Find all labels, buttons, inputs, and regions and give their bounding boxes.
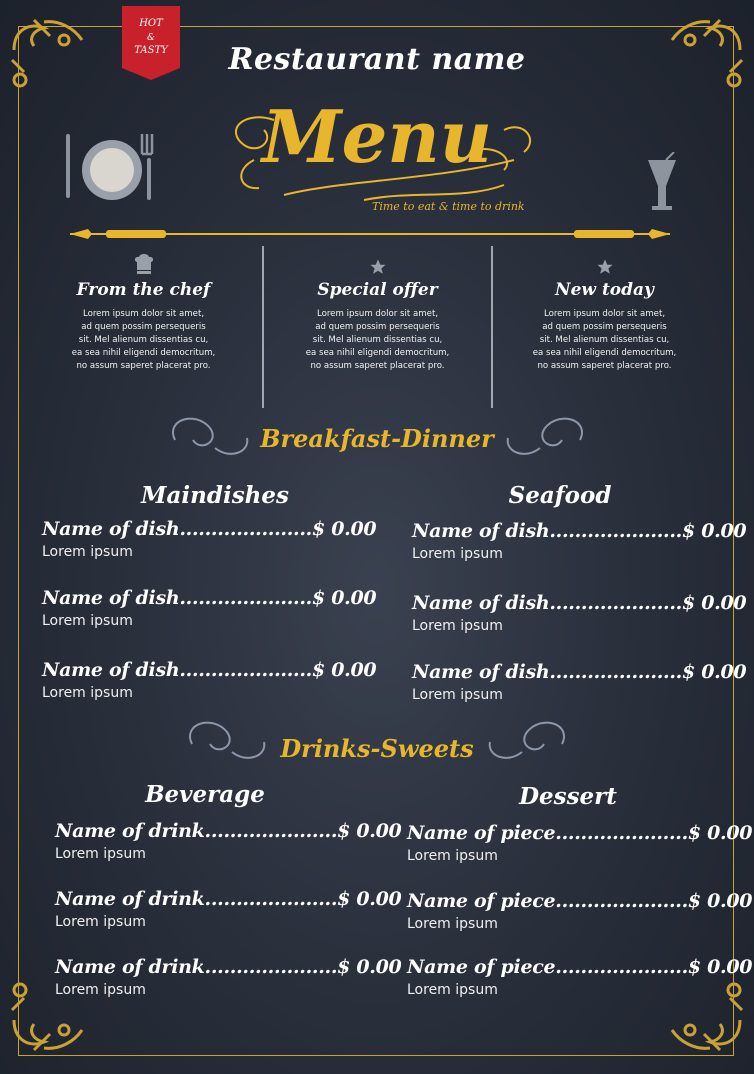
item-desc: Lorem ipsum — [55, 982, 146, 998]
item-name-price: Name of dish.....................$ 0.00 — [412, 520, 747, 542]
item-desc: Lorem ipsum — [412, 618, 503, 634]
plate-cutlery-icon — [62, 128, 162, 208]
feature-title: New today — [555, 280, 654, 300]
item-name-price: Name of piece.....................$ 0.00 — [407, 890, 753, 912]
item-name-price: Name of piece.....................$ 0.00 — [407, 822, 753, 844]
subsection-beverage: Beverage — [145, 781, 265, 808]
badge-line-2: & — [146, 33, 156, 43]
star-icon — [596, 258, 614, 276]
section-title-drinks: Drinks-Sweets — [280, 734, 474, 763]
item-desc: Lorem ipsum — [412, 687, 503, 703]
item-name-price: Name of piece.....................$ 0.00 — [407, 956, 753, 978]
item-desc: Lorem ipsum — [55, 914, 146, 930]
subsection-dessert: Dessert — [519, 783, 617, 810]
item-desc: Lorem ipsum — [42, 544, 133, 560]
menu-item — [55, 956, 401, 998]
item-name-price: Name of drink.....................$ 0.00 — [55, 956, 402, 978]
column-divider — [491, 246, 493, 408]
item-name-price: Name of drink.....................$ 0.00 — [55, 888, 402, 910]
menu-item — [412, 661, 746, 703]
gold-divider-icon — [70, 226, 670, 242]
restaurant-name: Restaurant name — [228, 42, 526, 77]
menu-item — [407, 822, 752, 864]
feature-title: From the chef — [76, 280, 211, 300]
menu-item — [407, 890, 752, 932]
subsection-maindishes: Maindishes — [141, 482, 289, 509]
feature-text: Lorem ipsum dolor sit amet, ad quem possim persequeris sit. Mel alienum dissentias cu, ea sea nihil eligendi democritum, no assum saperet placerat pro. — [532, 309, 677, 371]
menu-item — [407, 956, 752, 998]
item-desc: Lorem ipsum — [42, 685, 133, 701]
menu-item — [42, 518, 376, 560]
item-desc: Lorem ipsum — [407, 848, 498, 864]
item-desc: Lorem ipsum — [407, 916, 498, 932]
item-name-price: Name of drink.....................$ 0.00 — [55, 820, 402, 842]
star-icon — [369, 258, 387, 276]
item-name-price: Name of dish.....................$ 0.00 — [42, 518, 377, 540]
menu-item — [55, 888, 401, 930]
section-title-breakfast: Breakfast-Dinner — [260, 424, 494, 453]
menu-title: Menu — [261, 94, 493, 179]
item-name-price: Name of dish.....................$ 0.00 — [42, 587, 377, 609]
item-desc: Lorem ipsum — [407, 982, 498, 998]
item-desc: Lorem ipsum — [42, 613, 133, 629]
menu-item — [55, 820, 401, 862]
item-name-price: Name of dish.....................$ 0.00 — [42, 659, 377, 681]
menu-item — [42, 587, 376, 629]
badge-line-1: HOT — [139, 18, 163, 29]
feature-from-chef — [36, 250, 251, 373]
chef-hat-icon — [132, 252, 156, 276]
item-name-price: Name of dish.....................$ 0.00 — [412, 592, 747, 614]
column-divider — [262, 246, 264, 408]
drink-glass-icon — [644, 152, 680, 216]
feature-text: Lorem ipsum dolor sit amet, ad quem possim persequeris sit. Mel alienum dissentias cu, ea sea nihil eligendi democritum, no assum saperet placerat pro. — [305, 309, 450, 371]
badge-line-3: TASTY — [134, 45, 168, 56]
feature-title: Special offer — [317, 280, 438, 300]
feature-new-today — [497, 250, 712, 373]
menu-item — [412, 592, 746, 634]
item-name-price: Name of dish.....................$ 0.00 — [412, 661, 747, 683]
tagline: Time to eat & time to drink — [372, 200, 525, 213]
subsection-seafood: Seafood — [508, 482, 612, 509]
feature-special-offer — [270, 250, 485, 373]
feature-text: Lorem ipsum dolor sit amet, ad quem possim persequeris sit. Mel alienum dissentias cu, ea sea nihil eligendi democritum, no assum saperet placerat pro. — [71, 309, 216, 371]
menu-item — [412, 520, 746, 562]
item-desc: Lorem ipsum — [412, 546, 503, 562]
menu-item — [42, 659, 376, 701]
item-desc: Lorem ipsum — [55, 846, 146, 862]
